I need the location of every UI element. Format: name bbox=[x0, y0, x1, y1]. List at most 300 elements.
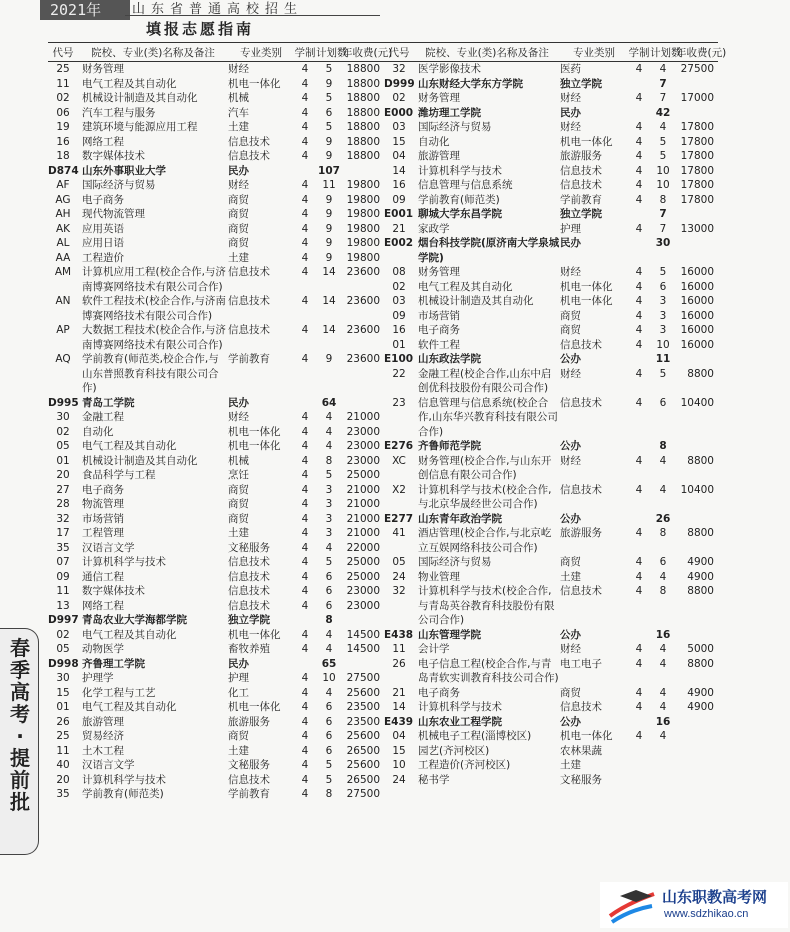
row-plan: 30 bbox=[655, 237, 671, 249]
school-row bbox=[384, 207, 718, 222]
school-type: 公办 bbox=[560, 440, 581, 452]
row-fee bbox=[676, 512, 718, 527]
publication-title: 山东省普通高校招生 bbox=[132, 2, 304, 17]
row-plan: 26 bbox=[655, 512, 671, 525]
row-fee: 23500 bbox=[346, 701, 380, 713]
row-fee: 19800 bbox=[346, 237, 380, 249]
major-name: 电气工程及其自动化 bbox=[82, 440, 177, 452]
row-code: 20 bbox=[56, 773, 70, 786]
row-code: 03 bbox=[392, 121, 406, 133]
row-years bbox=[628, 715, 650, 730]
major-category: 财经 bbox=[560, 121, 581, 133]
row-fee bbox=[676, 439, 718, 454]
row-plan: 7 bbox=[659, 77, 667, 90]
row-fee: 13000 bbox=[680, 222, 714, 235]
major-name: 动物医学 bbox=[82, 643, 124, 655]
row-plan: 4 bbox=[325, 440, 333, 452]
row-years: 4 bbox=[301, 498, 309, 510]
row-years bbox=[294, 657, 316, 672]
row-years: 4 bbox=[301, 251, 309, 264]
major-row bbox=[48, 555, 384, 570]
school-type: 独立学院 bbox=[560, 208, 602, 220]
major-name: 应用日语 bbox=[82, 237, 124, 249]
row-fee: 16000 bbox=[680, 295, 714, 307]
major-category: 信息技术 bbox=[560, 338, 602, 351]
row-plan: 14 bbox=[322, 324, 336, 336]
major-name: 机械设计制造及其自动化 bbox=[418, 295, 534, 307]
row-code: 06 bbox=[56, 106, 70, 119]
major-name: 金融工程 bbox=[82, 411, 124, 423]
major-row bbox=[48, 222, 384, 237]
row-plan: 4 bbox=[659, 701, 667, 713]
row-plan: 11 bbox=[655, 353, 671, 365]
row-years: 4 bbox=[301, 425, 309, 438]
row-years: 4 bbox=[301, 556, 309, 568]
major-row bbox=[48, 570, 384, 585]
row-fee: 8800 bbox=[687, 454, 714, 467]
major-row bbox=[384, 280, 718, 295]
row-plan: 4 bbox=[325, 541, 333, 554]
major-name: 计算机科学与技术 bbox=[82, 556, 166, 568]
major-row bbox=[48, 541, 384, 556]
major-category: 商贸 bbox=[560, 309, 581, 322]
major-row bbox=[48, 483, 384, 498]
major-row bbox=[384, 309, 718, 324]
row-plan: 10 bbox=[322, 672, 336, 684]
row-plan: 5 bbox=[325, 63, 333, 75]
major-name: 计算机科学与技术 bbox=[82, 773, 166, 786]
major-category: 文秘服务 bbox=[560, 773, 602, 786]
major-category: 烹饪 bbox=[228, 469, 249, 481]
row-fee bbox=[676, 236, 718, 265]
row-code: E438 bbox=[384, 628, 414, 641]
major-row bbox=[48, 744, 384, 759]
school-name: 山东农业工程学院 bbox=[418, 715, 502, 728]
row-plan: 9 bbox=[325, 208, 333, 220]
row-years: 4 bbox=[635, 324, 643, 336]
school-row bbox=[48, 613, 384, 628]
row-years bbox=[628, 439, 650, 454]
row-code: 40 bbox=[56, 759, 70, 771]
row-years: 4 bbox=[635, 338, 643, 351]
row-fee: 26500 bbox=[346, 773, 380, 786]
section-title: 填报志愿指南 bbox=[146, 20, 255, 38]
row-years: 4 bbox=[635, 527, 643, 539]
row-code: 18 bbox=[56, 150, 70, 162]
row-code: 13 bbox=[56, 599, 70, 612]
school-name: 青岛工学院 bbox=[82, 396, 135, 409]
row-code: AH bbox=[55, 208, 71, 220]
year-tab: 2021年 bbox=[40, 0, 130, 20]
row-fee: 21000 bbox=[346, 512, 380, 525]
major-name: 物流管理 bbox=[82, 498, 124, 510]
school-type: 独立学院 bbox=[560, 77, 602, 90]
major-row bbox=[48, 323, 384, 352]
row-years: 4 bbox=[635, 121, 643, 133]
major-name: 软件工程技术(校企合作,与济南博赛网络技术有限公司合作) bbox=[82, 295, 226, 322]
major-name: 电气工程及其自动化 bbox=[82, 628, 177, 641]
right-table-body bbox=[384, 62, 718, 788]
major-row bbox=[48, 773, 384, 788]
row-years: 4 bbox=[301, 715, 309, 728]
row-years: 4 bbox=[301, 628, 309, 641]
row-fee bbox=[676, 77, 718, 92]
major-category: 财经 bbox=[228, 179, 249, 191]
major-category: 信息技术 bbox=[228, 570, 270, 583]
row-years: 4 bbox=[301, 527, 309, 539]
major-row bbox=[48, 512, 384, 527]
row-fee: 5000 bbox=[687, 643, 714, 655]
major-row bbox=[384, 555, 718, 570]
row-plan: 8 bbox=[325, 614, 333, 626]
row-fee: 23600 bbox=[346, 353, 380, 365]
row-code: 28 bbox=[56, 498, 70, 510]
row-code: 20 bbox=[56, 469, 70, 481]
major-row bbox=[48, 715, 384, 730]
school-type: 公办 bbox=[560, 628, 581, 641]
major-category: 商贸 bbox=[228, 498, 249, 510]
major-category: 旅游服务 bbox=[228, 715, 270, 728]
major-row bbox=[384, 294, 718, 309]
major-name: 机械电子工程(淄博校区) bbox=[418, 730, 532, 742]
row-plan: 3 bbox=[659, 324, 667, 336]
row-code: 32 bbox=[56, 512, 70, 525]
school-name: 齐鲁理工学院 bbox=[82, 657, 145, 670]
row-years: 4 bbox=[301, 63, 309, 75]
major-name: 贸易经济 bbox=[82, 730, 124, 742]
row-years: 4 bbox=[635, 280, 643, 293]
row-code: 16 bbox=[392, 324, 406, 336]
row-years: 4 bbox=[635, 92, 643, 104]
row-code: 15 bbox=[56, 686, 70, 699]
school-row bbox=[48, 396, 384, 411]
major-category: 信息技术 bbox=[560, 701, 602, 713]
major-category: 学前教育 bbox=[560, 193, 602, 206]
row-years bbox=[294, 396, 316, 411]
row-fee: 4900 bbox=[687, 570, 714, 583]
row-years: 4 bbox=[635, 179, 643, 191]
row-plan: 8 bbox=[325, 788, 333, 800]
major-category: 土建 bbox=[228, 744, 249, 757]
row-plan: 3 bbox=[325, 527, 333, 539]
row-years: 4 bbox=[301, 454, 309, 467]
major-row bbox=[384, 367, 718, 396]
row-fee: 17800 bbox=[680, 193, 714, 206]
row-fee: 18800 bbox=[346, 150, 380, 162]
row-fee: 25000 bbox=[346, 556, 380, 568]
row-plan: 6 bbox=[659, 396, 667, 409]
logo-graduation-icon bbox=[606, 886, 658, 924]
row-fee bbox=[676, 744, 718, 759]
school-name: 齐鲁师范学院 bbox=[418, 440, 481, 452]
major-row bbox=[384, 483, 718, 512]
row-years: 4 bbox=[635, 135, 643, 148]
major-name: 金融工程(校企合作,山东中启创优科技股份有限公司合作) bbox=[418, 367, 552, 394]
major-row bbox=[384, 149, 718, 164]
row-code: X2 bbox=[392, 483, 406, 496]
major-name: 数字媒体技术 bbox=[82, 585, 145, 597]
major-name: 计算机科学与技术(校企合作,与青岛英谷教育科技股份有限公司合作) bbox=[418, 585, 555, 626]
row-code: XC bbox=[392, 454, 406, 467]
row-years: 4 bbox=[301, 759, 309, 771]
school-name: 聊城大学东昌学院 bbox=[418, 208, 502, 220]
school-name: 山东管理学院 bbox=[418, 628, 481, 641]
row-plan: 4 bbox=[659, 686, 667, 699]
row-code: 35 bbox=[56, 788, 70, 800]
major-name: 电子信息工程(校企合作,与青岛青软实训教育科技公司合作) bbox=[418, 657, 559, 684]
right-column bbox=[384, 42, 727, 787]
row-plan: 6 bbox=[325, 730, 333, 742]
major-name: 国际经济与贸易 bbox=[82, 179, 156, 191]
row-code: 16 bbox=[56, 135, 70, 148]
row-plan bbox=[650, 758, 676, 773]
row-fee: 4900 bbox=[687, 686, 714, 699]
row-fee bbox=[676, 758, 718, 773]
major-row bbox=[48, 410, 384, 425]
row-fee: 4900 bbox=[687, 556, 714, 568]
major-name: 旅游管理 bbox=[418, 150, 460, 162]
major-row bbox=[48, 425, 384, 440]
major-category: 信息技术 bbox=[228, 585, 270, 597]
major-row bbox=[384, 657, 718, 686]
row-years: 4 bbox=[301, 483, 309, 496]
row-fee: 23500 bbox=[346, 715, 380, 728]
row-plan: 16 bbox=[655, 628, 671, 641]
major-category: 机电一体化 bbox=[228, 425, 281, 438]
row-plan: 4 bbox=[659, 454, 667, 467]
row-code: D997 bbox=[48, 614, 79, 626]
row-years: 4 bbox=[301, 179, 309, 191]
major-name: 通信工程 bbox=[82, 570, 124, 583]
row-years: 4 bbox=[635, 193, 643, 206]
major-row bbox=[48, 468, 384, 483]
major-name: 市场营销 bbox=[418, 309, 460, 322]
header-category: 专业类别 bbox=[228, 43, 294, 62]
row-fee: 23000 bbox=[346, 454, 380, 467]
major-name: 市场营销 bbox=[82, 512, 124, 525]
major-category: 电工电子 bbox=[560, 657, 602, 670]
major-category: 财经 bbox=[560, 454, 581, 467]
page-header bbox=[0, 0, 790, 40]
row-plan: 4 bbox=[659, 121, 667, 133]
major-category: 商贸 bbox=[228, 237, 249, 249]
major-category: 财经 bbox=[560, 92, 581, 104]
school-row bbox=[48, 164, 384, 179]
major-category: 机械 bbox=[228, 454, 249, 467]
school-name: 山东政法学院 bbox=[418, 353, 481, 365]
row-years: 4 bbox=[301, 324, 309, 336]
major-name: 财务管理 bbox=[418, 266, 460, 278]
major-row bbox=[384, 454, 718, 483]
side-tab-label: 春季高考·提前批 bbox=[10, 636, 30, 814]
row-years bbox=[628, 628, 650, 643]
major-category: 学前教育 bbox=[228, 353, 270, 365]
row-fee: 25600 bbox=[346, 686, 380, 699]
row-code: 25 bbox=[56, 63, 70, 75]
row-years bbox=[628, 758, 650, 773]
major-category: 信息技术 bbox=[228, 135, 270, 148]
major-row bbox=[384, 584, 718, 628]
row-fee: 23600 bbox=[346, 295, 380, 307]
header-name: 院校、专业(类)名称及备注 bbox=[78, 43, 228, 62]
row-fee: 8800 bbox=[687, 367, 714, 380]
row-plan: 8 bbox=[659, 585, 667, 597]
major-name: 国际经济与贸易 bbox=[418, 556, 492, 568]
row-fee: 25600 bbox=[346, 730, 380, 742]
major-row bbox=[384, 120, 718, 135]
major-row bbox=[48, 294, 384, 323]
major-name: 护理学 bbox=[82, 672, 114, 684]
row-code: AK bbox=[55, 222, 71, 235]
row-fee: 19800 bbox=[346, 208, 380, 220]
row-code: E439 bbox=[384, 715, 414, 728]
row-years: 4 bbox=[301, 744, 309, 757]
row-years bbox=[628, 207, 650, 222]
site-logo bbox=[600, 882, 788, 928]
major-name: 汉语言文学 bbox=[82, 541, 135, 554]
row-code: 04 bbox=[392, 150, 406, 162]
row-code: AG bbox=[55, 193, 71, 206]
row-years: 4 bbox=[635, 396, 643, 409]
row-code: 09 bbox=[56, 570, 70, 583]
row-fee: 18800 bbox=[346, 106, 380, 119]
row-fee: 17800 bbox=[680, 150, 714, 162]
row-plan: 7 bbox=[659, 208, 667, 220]
major-category: 财经 bbox=[560, 643, 581, 655]
major-category: 机电一体化 bbox=[560, 730, 613, 742]
major-row bbox=[48, 251, 384, 266]
header-plan: 计划数 bbox=[650, 43, 676, 62]
major-category: 土建 bbox=[228, 121, 249, 133]
major-name: 旅游管理 bbox=[82, 715, 124, 728]
row-fee bbox=[676, 106, 718, 121]
school-type: 民办 bbox=[560, 106, 581, 119]
header-plan: 计划数 bbox=[316, 43, 342, 62]
major-row bbox=[48, 454, 384, 469]
row-years: 4 bbox=[301, 701, 309, 713]
major-row bbox=[48, 758, 384, 773]
major-category: 信息技术 bbox=[560, 179, 602, 191]
major-row bbox=[48, 642, 384, 657]
major-name: 电子商务 bbox=[82, 483, 124, 496]
left-table bbox=[48, 42, 393, 802]
row-fee: 25000 bbox=[346, 570, 380, 583]
row-plan: 42 bbox=[655, 106, 671, 119]
row-years: 4 bbox=[635, 643, 643, 655]
major-name: 财务管理 bbox=[418, 92, 460, 104]
major-row bbox=[384, 744, 718, 759]
row-years: 4 bbox=[301, 222, 309, 235]
row-code: 22 bbox=[392, 367, 406, 380]
row-code: 02 bbox=[56, 628, 70, 641]
row-code: 32 bbox=[392, 585, 406, 597]
header-years: 学制 bbox=[294, 43, 316, 62]
major-name: 机械设计制造及其自动化 bbox=[82, 92, 198, 104]
major-category: 机电一体化 bbox=[560, 135, 613, 148]
row-plan: 6 bbox=[325, 570, 333, 583]
row-fee: 22000 bbox=[346, 541, 380, 554]
major-row bbox=[48, 439, 384, 454]
row-plan: 5 bbox=[659, 150, 667, 162]
major-category: 医药 bbox=[560, 63, 581, 75]
major-category: 机电一体化 bbox=[228, 628, 281, 641]
major-name: 学前教育(师范类,校企合作,与山东普照教育科技有限公司合作) bbox=[82, 353, 219, 394]
major-category: 商贸 bbox=[228, 730, 249, 742]
row-plan: 11 bbox=[322, 179, 336, 191]
row-years: 4 bbox=[635, 570, 643, 583]
table-header-row bbox=[384, 43, 718, 62]
major-row bbox=[48, 120, 384, 135]
row-plan: 4 bbox=[659, 63, 667, 75]
major-row bbox=[384, 91, 718, 106]
major-category: 商贸 bbox=[228, 483, 249, 496]
school-name: 潍坊理工学院 bbox=[418, 106, 481, 119]
major-name: 网络工程 bbox=[82, 135, 124, 148]
row-code: 03 bbox=[392, 295, 406, 307]
major-name: 物业管理 bbox=[418, 570, 460, 583]
row-fee bbox=[676, 628, 718, 643]
major-category: 土建 bbox=[228, 527, 249, 539]
major-category: 信息技术 bbox=[560, 396, 602, 409]
school-row bbox=[384, 352, 718, 367]
row-fee bbox=[342, 164, 384, 179]
row-code: 02 bbox=[392, 92, 406, 104]
major-row bbox=[384, 193, 718, 208]
major-category: 信息技术 bbox=[560, 164, 602, 177]
row-code: AA bbox=[55, 251, 71, 264]
row-plan: 16 bbox=[655, 715, 671, 728]
major-category: 商贸 bbox=[560, 556, 581, 568]
row-plan: 14 bbox=[322, 295, 336, 307]
row-fee bbox=[676, 352, 718, 367]
major-name: 建筑环境与能源应用工程 bbox=[82, 121, 198, 133]
major-name: 食品科学与工程 bbox=[82, 469, 156, 481]
major-category: 土建 bbox=[560, 759, 581, 771]
row-years: 4 bbox=[635, 454, 643, 467]
row-code: D874 bbox=[48, 164, 79, 177]
major-category: 商贸 bbox=[560, 686, 581, 699]
major-row bbox=[48, 207, 384, 222]
row-years bbox=[628, 744, 650, 759]
row-years bbox=[628, 106, 650, 121]
major-name: 网络工程 bbox=[82, 599, 124, 612]
major-name: 电气工程及其自动化 bbox=[82, 701, 177, 713]
school-name: 山东财经大学东方学院 bbox=[418, 77, 523, 90]
row-fee: 17800 bbox=[680, 135, 714, 148]
major-row bbox=[48, 686, 384, 701]
row-code: 35 bbox=[56, 541, 70, 554]
major-name: 自动化 bbox=[82, 425, 114, 438]
school-row bbox=[384, 77, 718, 92]
major-row bbox=[48, 352, 384, 396]
major-row bbox=[48, 77, 384, 92]
row-plan: 3 bbox=[659, 295, 667, 307]
row-fee: 8800 bbox=[687, 585, 714, 597]
row-code: 07 bbox=[56, 556, 70, 568]
row-years: 4 bbox=[301, 585, 309, 597]
row-plan: 5 bbox=[325, 556, 333, 568]
major-category: 信息技术 bbox=[228, 266, 270, 278]
row-code: 05 bbox=[56, 440, 70, 452]
row-years bbox=[628, 773, 650, 788]
header-years: 学制 bbox=[628, 43, 650, 62]
major-row bbox=[384, 686, 718, 701]
major-name: 电子商务 bbox=[418, 686, 460, 699]
school-type: 民办 bbox=[228, 657, 249, 670]
row-fee: 25000 bbox=[346, 469, 380, 481]
major-category: 农林果蔬 bbox=[560, 744, 602, 757]
row-fee bbox=[342, 613, 384, 628]
